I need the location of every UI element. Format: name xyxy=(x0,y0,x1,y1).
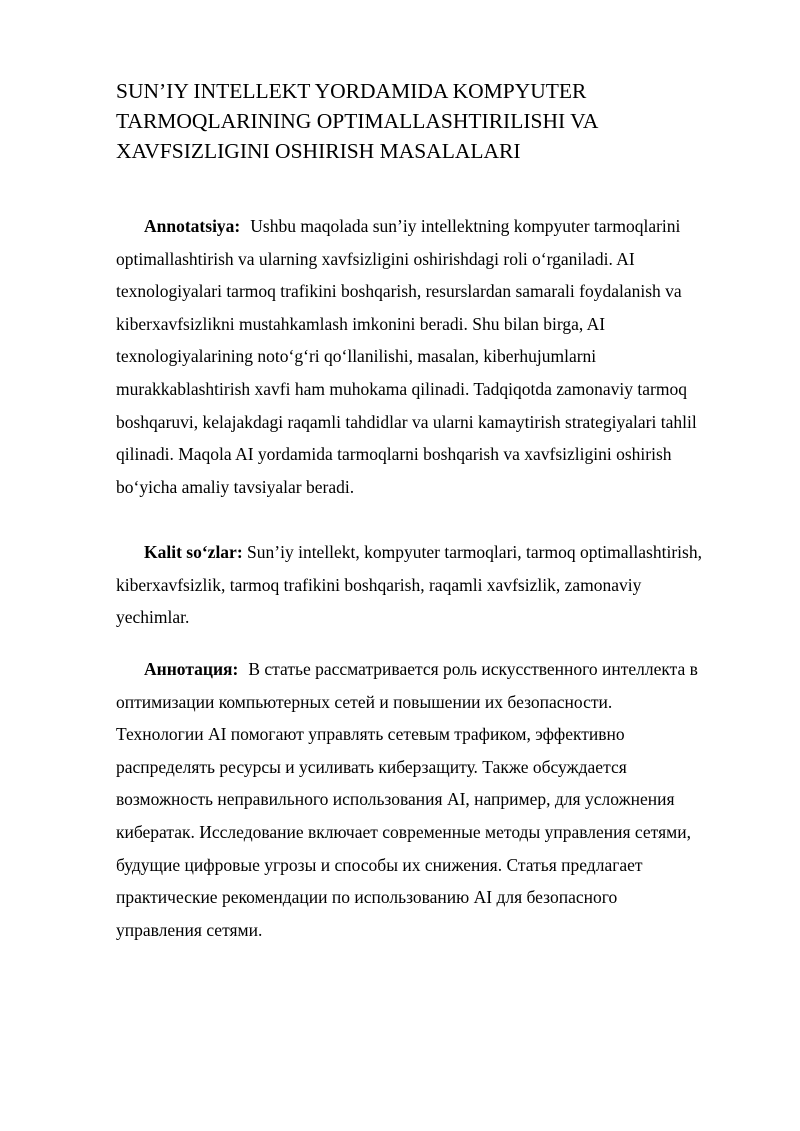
abstract-russian-label: Аннотация: xyxy=(144,659,239,679)
abstract-uzbek xyxy=(116,210,748,503)
keywords-label: Kalit so‘zlar: xyxy=(144,542,243,562)
keywords-text: Sun’iy intellekt, kompyuter tarmoqlari, tarmoq optimallashtirish, kiberxavfsizlik, tarmoq trafikini boshqarish, raqamli xavfsizlik, zamonaviy yechimlar. xyxy=(116,542,702,628)
abstract-uzbek-label: Annotatsiya: xyxy=(144,216,241,236)
abstract-russian xyxy=(116,653,748,946)
keywords-paragraph xyxy=(116,536,748,634)
abstract-russian-text: В статье рассматривается роль искусственного интеллекта в оптимизации компьютерных сетей и повышении их безопасности. Технологии AI помогают управлять сетевым трафиком, эффективно распределять ресурсы и усиливать киберзащиту. Также обсуждается возможность неправильного использования AI, например, для усложнения кибератак. Исследование включает современные методы управления сетями, будущие цифровые угрозы и способы их снижения. Статья предлагает практические рекомендации по использованию AI для безопасного управления сетями. xyxy=(116,659,698,940)
abstract-uzbek-text: Ushbu maqolada sun’iy intellektning kompyuter tarmoqlarini optimallashtirish va ularning xavfsizligini oshirishdagi roli o‘rganiladi. AI texnologiyalari tarmoq trafikini boshqarish, resurslardan samarali foydalanish va kiberxavfsizlikni mustahkamlash imkonini beradi. Shu bilan birga, AI texnologiyalarining noto‘g‘ri qo‘llanilishi, masalan, kiberhujumlarni murakkablashtirish xavfi ham muhokama qilinadi. Tadqiqotda zamonaviy tarmoq boshqaruvi, kelajakdagi raqamli tahdidlar va ularni kamaytirish strategiyalari tahlil qilinadi. Maqola AI yordamida tarmoqlarni boshqarish va xavfsizligini oshirish bo‘yicha amaliy tavsiyalar beradi. xyxy=(116,216,697,497)
paper-title: SUN’IY INTELLEKT YORDAMIDA KOMPYUTER TARMOQLARINING OPTIMALLASHTIRILISHI VA XAVFSIZLIGINI OSHIRISH MASALALARI xyxy=(116,79,599,163)
